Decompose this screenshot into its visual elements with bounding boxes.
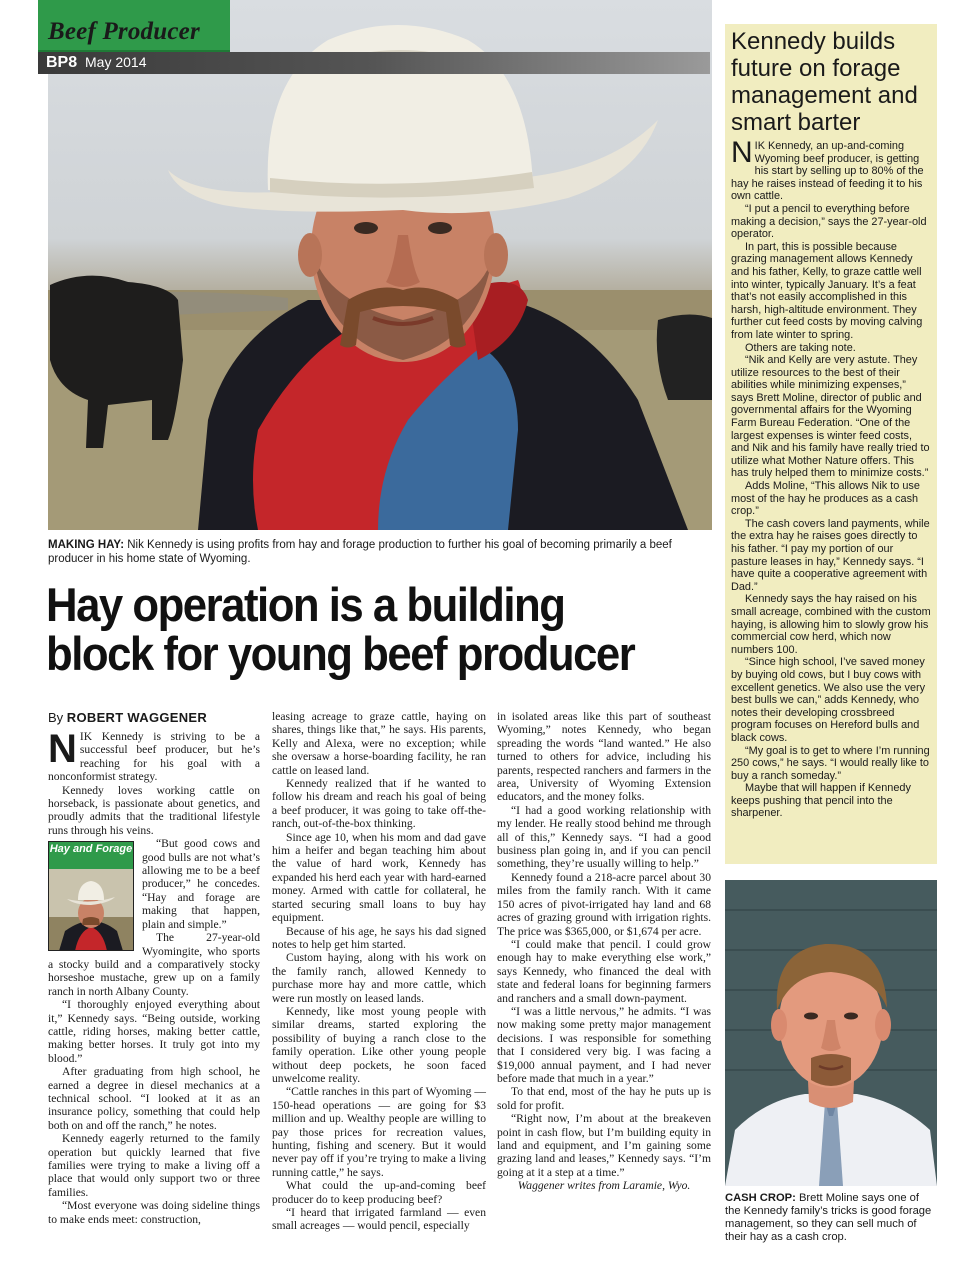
body-paragraph: The 27-year-old Wyomingite, who sports a stocky build and a comparatively stocky horseshoe mustache, grew up on a family ranch in north Albany County. <box>48 931 260 998</box>
article-column-1 <box>48 727 260 1226</box>
body-paragraph: “Most everyone was doing sideline things to make ends meet: construction, <box>48 1199 260 1226</box>
body-paragraph: “I thoroughly enjoyed everything about it,” Kennedy says. “Being outside, working cattle, riding horses, making better cattle, making better horses. It truly got into my blood.” <box>48 998 260 1065</box>
body-paragraph: “I heard that irrigated farmland — even small acreages — would pencil, especially <box>272 1206 486 1233</box>
caption-text: Nik Kennedy is using profits from hay and forage production to further his goal of becoming primarily a beef producer in his home state of Wyoming. <box>48 539 672 565</box>
body-paragraph: in isolated areas like this part of southeast Wyoming,” notes Kennedy, who began spreading the words “land wanted.” He also turned to others for advice, including his parents, respected ranchers and farmers in the area, University of Wyoming Extension educators, and the money folks. <box>497 710 711 804</box>
article-column-2 <box>272 710 486 1233</box>
lead-paragraph <box>48 727 260 784</box>
article-headline: Hay operation is a building block for young beef producer <box>46 578 635 680</box>
sidebar-paragraph: “Since high school, I’ve saved money by buying old cows, but I buy cows with excellent genetics. We also use the very best bulls we can,” adds Kennedy, who notes their developing crossbreed program focuses on Hereford bulls and black cows. <box>731 656 926 744</box>
body-paragraph: “I was a little nervous,” he admits. “I was now making some pretty major management decisions. I was responsible for something that I considered very big. I was facing a $19,000 annual payment, and I had never before made that much in a year.” <box>497 1004 711 1085</box>
author-name: ROBERT WAGGENER <box>66 710 208 725</box>
page-number: BP8 <box>46 54 78 71</box>
sidebar-paragraph: “I put a pencil to everything before making a decision,” says the 27-year-old operator. <box>731 202 927 241</box>
body-paragraph: Kennedy loves working cattle on horseback, is passionate about genetics, and proudly admits that the traditional lifestyle runs through his veins. <box>48 783 260 837</box>
caption-label: CASH CROP: <box>725 1192 796 1204</box>
body-paragraph: Because of his age, he says his dad signed notes to help get him started. <box>272 924 486 951</box>
body-paragraph: Kennedy eagerly returned to the family operation but quickly learned that five families were trying to make a living off a place that would only support two or three families. <box>48 1132 260 1199</box>
masthead <box>38 0 230 53</box>
body-paragraph: “But good cows and good bulls are not what’s allowing me to be a beef producer,” he concedes. “Hay and forage are making that happen, plain and simple.” <box>142 837 260 931</box>
sidebar-story <box>725 24 937 864</box>
body-paragraph: Kennedy realized that if he wanted to follow his dream and reach his goal of being a beef producer, it was going to take off-the-ranch, out-of-the-box thinking. <box>272 777 486 831</box>
moline-photo <box>725 880 937 1186</box>
body-paragraph: What could the up-and-coming beef producer do to keep producing beef? <box>272 1179 486 1206</box>
drop-cap: N <box>48 727 77 771</box>
article-column-3 <box>497 710 711 1193</box>
sidebar-paragraph: The cash covers land payments, while the extra hay he raises goes directly to his father. “I pay my portion of our pasture leases in hay,” Kennedy says. “I have quite a cooperative agreement with Dad.” <box>731 517 930 593</box>
date-bar <box>38 52 710 74</box>
caption-text: Brett Moline says one of the Kennedy family’s tricks is good forage management, so they can sell much of their hay as a cash crop. <box>725 1192 932 1243</box>
sidebar-lead <box>731 136 931 203</box>
moline-photo-caption <box>725 1192 937 1244</box>
main-photo <box>48 0 712 530</box>
body-paragraph: “I could make that pencil. I could grow enough hay to make everything else work,” says Kennedy, who financed the deal with state and federal loans for beginning farmers and ranchers and a small down-payment. <box>497 937 711 1005</box>
byline-prefix: By <box>48 710 64 725</box>
sidebar-paragraph: In part, this is possible because grazing management allows Kennedy and his father, Kelly, to graze cattle well into winter, typically January. It’s a feat that’s not easily accomplished in this harsh, high-altitude environment. They further cut feed costs by moving calving from late winter to spring. <box>731 240 923 341</box>
body-paragraph: leasing acreage to graze cattle, haying on shares, things like that,” he says. His parents, Kelly and Alexa, were no exception; while she oversaw a horse-boarding facility, he ran cattle on leased land. <box>272 710 486 777</box>
body-paragraph: After graduating from high school, he earned a degree in diesel mechanics at a technical school. “I looked at it as an insurance policy, something that could help both on and off the ranch,” he notes. <box>48 1065 260 1132</box>
body-paragraph: “Cattle ranches in this part of Wyoming — 150-head operations — are going for $3 million and up. Wealthy people are willing to pay those prices for recreation values, hunting, fishing and scenery. But it would never pay off if you’re trying to make a living running cattle,” he says. <box>272 1085 486 1179</box>
moline-portrait-illustration <box>725 880 937 1186</box>
sidebar-paragraph: Others are taking note. <box>745 341 856 354</box>
sidebar-paragraph: “Nik and Kelly are very astute. They utilize resources to the best of their abilities while minimizing expenses,” says Brett Moline, director of public and governmental affairs for the Wyoming Farm Bureau Federation. “One of the largest expenses is winter feed costs, and Nik and his family have really tried to utilize what Mother Nature offers. This has truly helped them to minimize costs.” <box>731 354 930 480</box>
sidebar-paragraph: Adds Moline, “This allows Nik to use most of the hay he produces as a cash crop.” <box>731 480 920 518</box>
publication-title: Beef Producer <box>48 18 200 45</box>
body-paragraph: Custom haying, along with his work on the family ranch, allowed Kennedy to purchase more hay and more cattle, which were run mostly on leased lands. <box>272 951 486 1005</box>
body-paragraph: To that end, most of the hay he puts up is sold for profit. <box>497 1085 711 1112</box>
sidebar-paragraph: Maybe that will happen if Kennedy keeps pushing that pencil into the sharpener. <box>731 782 911 820</box>
issue-date: May 2014 <box>85 54 147 70</box>
author-signoff: Waggener writes from Laramie, Wyo. <box>517 1179 691 1193</box>
thumbnail-label: Hay and Forage <box>49 843 133 856</box>
sidebar-lead-text: IK Kennedy, an up-and-coming Wyoming beef producer, is getting his start by selling up to 80% of the hay he raises instead of feeding it to his own cattle. <box>731 140 924 203</box>
sidebar-headline: Kennedy builds future on forage management and smart barter <box>731 28 918 136</box>
byline <box>48 710 207 725</box>
body-paragraph: “Right now, I’m about at the breakeven point in cash flow, but I’m building equity in land and equipment, and I’m gaining some grazing land and leases,” Kennedy says. “I’m going at it a step at a time.” <box>497 1112 711 1179</box>
caption-label: MAKING HAY: <box>48 539 125 551</box>
drop-cap: N <box>731 136 753 169</box>
lead-text: IK Kennedy is striving to be a successful beef producer, but he’s reaching for his goal with a nonconformist strategy. <box>48 730 260 784</box>
main-photo-caption <box>48 538 708 566</box>
sidebar-body <box>731 136 931 820</box>
body-paragraph: “I had a good working relationship with my lender. He really stood behind me through all of this,” Kennedy says. “I had a good business plan going in, and if you can pencil something, they’re usually willing to help.” <box>497 803 711 871</box>
body-paragraph: Since age 10, when his mom and dad gave him a heifer and began teaching him about the value of hard work, Kennedy has expanded his herd each year with hard-earned money. Armed with cattle for collateral, he started securing small loans to buy hay equipment. <box>272 830 486 925</box>
page-date-line <box>46 54 147 72</box>
body-paragraph: Kennedy found a 218-acre parcel about 30 miles from the family ranch. With it came 150 acres of pivot-irrigated hay land and 68 acres of grazing ground with irrigation rights. The price was $365,000, or $1,674 per acre. <box>497 870 711 938</box>
sidebar-paragraph: Kennedy says the hay raised on his small acreage, combined with the custom haying, is allowing him to slowly grow his commercial cow herd, which now numbers 100. <box>731 593 931 656</box>
hay-and-forage-thumbnail <box>48 841 134 951</box>
body-paragraph: Kennedy, like most young people with similar dreams, started exploring the possibility of buying a ranch close to the family operation. Like other young people without deep pockets, he soon faced unwelcome reality. <box>272 1004 486 1085</box>
thumbnail-portrait-illustration <box>49 869 133 951</box>
kennedy-portrait-illustration <box>48 0 712 530</box>
sidebar-paragraph: “My goal is to get to where I’m running 250 cows,” he says. “I would really like to buy a ranch someday.” <box>731 744 930 782</box>
